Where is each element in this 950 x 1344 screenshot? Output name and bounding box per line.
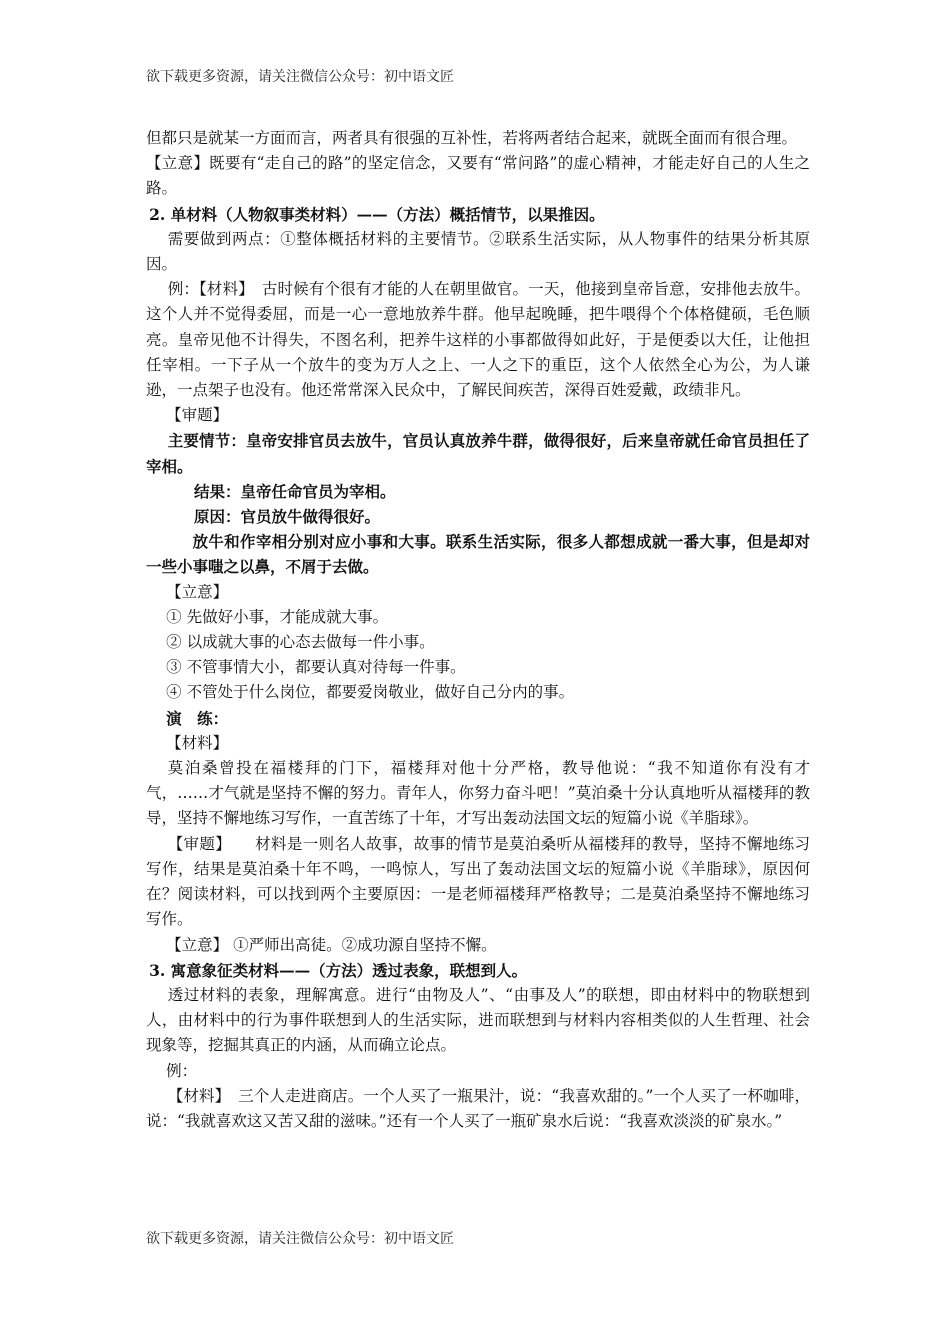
list-item: ② 以成就大事的心态去做每一件小事。: [166, 633, 435, 652]
material-text: 莫泊桑曾投在福楼拜的门下，福楼拜对他十分严格，教导他说：“我不知道你有没有才气，……才气就是坚持不懈的努力。青年人，你努力奋斗吧！”莫泊桑十分认真地听从福楼拜的教导，坚持不懈地练习写作，一直苦练了十年，才写出轰动法国文坛的短篇小说《羊脂球》。: [146, 759, 810, 828]
page-header: 欲下载更多资源，请关注微信公众号：初中语文匠: [146, 69, 454, 85]
example-label: 例：: [166, 1061, 198, 1080]
section-heading-3: 3. 寓意象征类材料——（方法）透过表象，联想到人。: [149, 960, 528, 980]
paragraph-method: 需要做到两点：①整体概括材料的主要情节。②联系生活实际，从人物事件的结果分析其原因。: [146, 229, 810, 274]
liyi-answer: 【立意】 ①严师出高徒。②成功源自坚持不懈。: [166, 935, 497, 954]
main-plot: 主要情节：皇帝安排官员去放牛，官员认真放养牛群，做得很好，后来皇帝就任命官员担任了宰相。: [146, 431, 810, 476]
material-example-3: 【材料】 三个人走进商店。一个人买了一瓶果汁，说：“我喜欢甜的。”一个人买了一杯咖啡，说：“我就喜欢这又苦又甜的滋味。”还有一个人买了一瓶矿泉水后说：“我喜欢淡淡的矿泉水。”: [146, 1086, 810, 1130]
material-label: 【材料】: [166, 733, 229, 752]
liyi-label: 【立意】: [166, 582, 229, 601]
shenti-analysis: 【审题】 材料是一则名人故事，故事的情节是莫泊桑听从福楼拜的教导，坚持不懈地练习写作，结果是莫泊桑十年不鸣，一鸣惊人，写出了轰动法国文坛的短篇小说《羊脂球》，原因何在？阅读材料，可以找到两个主要原因：一是老师福楼拜严格教导；二是莫泊桑坚持不懈地练习写作。: [146, 834, 810, 929]
document-body: [146, 126, 810, 1134]
practice-heading: 演 练：: [166, 708, 229, 728]
analysis: 放牛和作宰相分别对应小事和大事。联系生活实际，很多人都想成就一番大事，但是却对一些小事嗤之以鼻，不屑于去做。: [146, 532, 810, 577]
tag-liyi: 【立意】: [146, 154, 210, 173]
list-item: ③ 不管事情大小，都要认真对待每一件事。: [166, 658, 466, 677]
section-heading-2: 2. 单材料（人物叙事类材料）——（方法）概括情节，以果推因。: [149, 204, 605, 224]
shenti-label: 【审题】: [166, 406, 229, 425]
page-footer: 欲下载更多资源，请关注微信公众号：初中语文匠: [146, 1231, 454, 1247]
paragraph: 但都只是就某一方面而言，两者具有很强的互补性，若将两者结合起来，就既全面而有很合理。: [146, 129, 798, 147]
reason: 原因：官员放牛做得很好。: [194, 507, 381, 527]
result: 结果：皇帝任命官员为宰相。: [194, 481, 396, 501]
paragraph-example: 例：【材料】 古时候有个很有才能的人在朝里做官。一天，他接到皇帝旨意，安排他去放牛。这个人并不觉得委屈，而是一心一意地放养牛群。他早起晚睡，把牛喂得个个体格健硕，毛色顺亮。皇帝见他不计得失，不图名利，把养牛这样的小事都做得如此好，于是便委以大任，让他担任宰相。一下子从一个放牛的变为万人之上、一人之下的重臣，这个人依然全心为公，为人谦逊，一点架子也没有。他还常常深入民众中，了解民间疾苦，深得百姓爱戴，政绩非凡。: [146, 280, 810, 400]
paragraph-method-3: 透过材料的表象，理解寓意。进行“由物及人”、“由事及人”的联想，即由材料中的物联想到人，由材料中的行为事件联想到人的生活实际，进而联想到与材料内容相类似的人生哲理、社会现象等，挖掘其真正的内涵，从而确立论点。: [146, 985, 810, 1055]
paragraph-liyi-summary: [146, 151, 810, 201]
liyi-text: 既要有“走自己的路”的坚定信念，又要有“常问路”的虚心精神，才能走好自己的人生之路。: [146, 154, 810, 198]
list-item: ① 先做好小事，才能成就大事。: [166, 607, 389, 626]
list-item: ④ 不管处于什么岗位，都要爱岗敬业，做好自己分内的事。: [166, 683, 575, 702]
